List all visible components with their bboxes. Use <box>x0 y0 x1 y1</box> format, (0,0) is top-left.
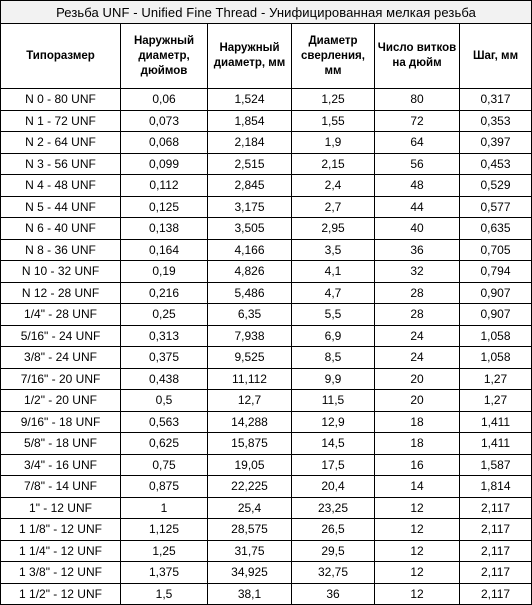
cell-pitch: 1,058 <box>460 347 532 369</box>
cell-outer-diameter-inch: 0,313 <box>121 325 208 347</box>
table-row <box>1 497 532 519</box>
cell-size: 3/8" - 24 UNF <box>1 347 121 369</box>
table-row <box>1 454 532 476</box>
cell-pitch: 0,577 <box>460 196 532 218</box>
table-body <box>1 89 532 605</box>
cell-pitch: 1,27 <box>460 390 532 412</box>
cell-outer-diameter-mm: 4,166 <box>208 239 292 261</box>
cell-pitch: 0,907 <box>460 304 532 326</box>
cell-size: 3/4" - 16 UNF <box>1 454 121 476</box>
cell-outer-diameter-inch: 1,375 <box>121 562 208 584</box>
cell-size: 9/16" - 18 UNF <box>1 411 121 433</box>
cell-pitch: 2,117 <box>460 583 532 605</box>
cell-drill-diameter: 5,5 <box>292 304 375 326</box>
table-row <box>1 519 532 541</box>
cell-outer-diameter-mm: 31,75 <box>208 540 292 562</box>
cell-drill-diameter: 11,5 <box>292 390 375 412</box>
cell-pitch: 0,317 <box>460 89 532 111</box>
header-outer-diameter-mm: Наружный диаметр, мм <box>208 24 292 89</box>
header-size: Типоразмер <box>1 24 121 89</box>
cell-size: N 1 - 72 UNF <box>1 110 121 132</box>
cell-outer-diameter-inch: 0,164 <box>121 239 208 261</box>
cell-drill-diameter: 26,5 <box>292 519 375 541</box>
cell-threads-per-inch: 18 <box>375 433 460 455</box>
cell-size: N 12 - 28 UNF <box>1 282 121 304</box>
cell-outer-diameter-mm: 1,854 <box>208 110 292 132</box>
table-row <box>1 218 532 240</box>
cell-drill-diameter: 36 <box>292 583 375 605</box>
cell-outer-diameter-mm: 3,175 <box>208 196 292 218</box>
cell-threads-per-inch: 16 <box>375 454 460 476</box>
table-row <box>1 368 532 390</box>
table-row <box>1 110 532 132</box>
cell-outer-diameter-mm: 15,875 <box>208 433 292 455</box>
cell-outer-diameter-inch: 0,563 <box>121 411 208 433</box>
cell-outer-diameter-inch: 0,068 <box>121 132 208 154</box>
cell-size: N 3 - 56 UNF <box>1 153 121 175</box>
cell-outer-diameter-mm: 25,4 <box>208 497 292 519</box>
header-threads-per-inch: Число витков на дюйм <box>375 24 460 89</box>
cell-size: N 10 - 32 UNF <box>1 261 121 283</box>
cell-size: N 6 - 40 UNF <box>1 218 121 240</box>
cell-outer-diameter-inch: 0,25 <box>121 304 208 326</box>
cell-drill-diameter: 2,4 <box>292 175 375 197</box>
cell-outer-diameter-inch: 0,75 <box>121 454 208 476</box>
cell-threads-per-inch: 12 <box>375 497 460 519</box>
cell-size: 5/8" - 18 UNF <box>1 433 121 455</box>
table-row <box>1 132 532 154</box>
cell-pitch: 2,117 <box>460 540 532 562</box>
cell-threads-per-inch: 20 <box>375 368 460 390</box>
cell-drill-diameter: 1,25 <box>292 89 375 111</box>
cell-drill-diameter: 4,1 <box>292 261 375 283</box>
cell-outer-diameter-mm: 19,05 <box>208 454 292 476</box>
cell-outer-diameter-mm: 2,184 <box>208 132 292 154</box>
cell-outer-diameter-mm: 11,112 <box>208 368 292 390</box>
cell-drill-diameter: 29,5 <box>292 540 375 562</box>
cell-pitch: 0,635 <box>460 218 532 240</box>
cell-outer-diameter-mm: 22,225 <box>208 476 292 498</box>
cell-size: N 4 - 48 UNF <box>1 175 121 197</box>
cell-threads-per-inch: 18 <box>375 411 460 433</box>
cell-drill-diameter: 12,9 <box>292 411 375 433</box>
cell-outer-diameter-inch: 1,5 <box>121 583 208 605</box>
cell-outer-diameter-inch: 0,625 <box>121 433 208 455</box>
cell-outer-diameter-mm: 2,515 <box>208 153 292 175</box>
cell-size: 5/16" - 24 UNF <box>1 325 121 347</box>
cell-outer-diameter-mm: 1,524 <box>208 89 292 111</box>
cell-threads-per-inch: 28 <box>375 304 460 326</box>
cell-outer-diameter-inch: 0,073 <box>121 110 208 132</box>
cell-outer-diameter-inch: 0,06 <box>121 89 208 111</box>
cell-pitch: 1,411 <box>460 411 532 433</box>
cell-drill-diameter: 4,7 <box>292 282 375 304</box>
cell-drill-diameter: 2,7 <box>292 196 375 218</box>
cell-threads-per-inch: 12 <box>375 519 460 541</box>
cell-pitch: 0,705 <box>460 239 532 261</box>
cell-drill-diameter: 1,55 <box>292 110 375 132</box>
cell-size: 1 3/8" - 12 UNF <box>1 562 121 584</box>
cell-pitch: 0,453 <box>460 153 532 175</box>
table-row <box>1 196 532 218</box>
cell-drill-diameter: 6,9 <box>292 325 375 347</box>
cell-pitch: 2,117 <box>460 562 532 584</box>
cell-pitch: 1,058 <box>460 325 532 347</box>
header-drill-diameter: Диаметр сверления, мм <box>292 24 375 89</box>
table-row <box>1 540 532 562</box>
cell-drill-diameter: 9,9 <box>292 368 375 390</box>
cell-threads-per-inch: 40 <box>375 218 460 240</box>
cell-outer-diameter-inch: 1 <box>121 497 208 519</box>
cell-size: 1 1/2" - 12 UNF <box>1 583 121 605</box>
cell-pitch: 0,397 <box>460 132 532 154</box>
cell-pitch: 0,353 <box>460 110 532 132</box>
cell-outer-diameter-mm: 12,7 <box>208 390 292 412</box>
cell-pitch: 1,814 <box>460 476 532 498</box>
cell-threads-per-inch: 12 <box>375 562 460 584</box>
table-row <box>1 153 532 175</box>
cell-outer-diameter-mm: 34,925 <box>208 562 292 584</box>
cell-drill-diameter: 20,4 <box>292 476 375 498</box>
cell-threads-per-inch: 12 <box>375 540 460 562</box>
cell-outer-diameter-inch: 0,216 <box>121 282 208 304</box>
cell-size: N 8 - 36 UNF <box>1 239 121 261</box>
cell-threads-per-inch: 24 <box>375 325 460 347</box>
cell-size: 1 1/8" - 12 UNF <box>1 519 121 541</box>
cell-size: 7/16" - 20 UNF <box>1 368 121 390</box>
cell-drill-diameter: 23,25 <box>292 497 375 519</box>
cell-outer-diameter-mm: 9,525 <box>208 347 292 369</box>
cell-outer-diameter-inch: 0,438 <box>121 368 208 390</box>
table-row <box>1 411 532 433</box>
header-pitch: Шаг, мм <box>460 24 532 89</box>
cell-drill-diameter: 3,5 <box>292 239 375 261</box>
header-outer-diameter-inch: Наружный диаметр, дюймов <box>121 24 208 89</box>
cell-threads-per-inch: 72 <box>375 110 460 132</box>
cell-pitch: 0,794 <box>460 261 532 283</box>
cell-drill-diameter: 1,9 <box>292 132 375 154</box>
cell-outer-diameter-mm: 2,845 <box>208 175 292 197</box>
cell-outer-diameter-mm: 28,575 <box>208 519 292 541</box>
cell-outer-diameter-mm: 4,826 <box>208 261 292 283</box>
table-row <box>1 390 532 412</box>
cell-outer-diameter-mm: 38,1 <box>208 583 292 605</box>
table-row <box>1 239 532 261</box>
cell-size: 1/2" - 20 UNF <box>1 390 121 412</box>
table-row <box>1 261 532 283</box>
table-row <box>1 583 532 605</box>
cell-outer-diameter-inch: 0,5 <box>121 390 208 412</box>
table-row <box>1 282 532 304</box>
cell-threads-per-inch: 80 <box>375 89 460 111</box>
cell-outer-diameter-mm: 14,288 <box>208 411 292 433</box>
table-row <box>1 325 532 347</box>
cell-size: N 2 - 64 UNF <box>1 132 121 154</box>
cell-outer-diameter-inch: 0,125 <box>121 196 208 218</box>
table-title: Резьба UNF - Unified Fine Thread - Унифицированная мелкая резьба <box>1 1 532 24</box>
cell-size: 1/4" - 28 UNF <box>1 304 121 326</box>
cell-threads-per-inch: 32 <box>375 261 460 283</box>
cell-pitch: 1,27 <box>460 368 532 390</box>
table-row <box>1 89 532 111</box>
cell-threads-per-inch: 28 <box>375 282 460 304</box>
cell-size: 7/8" - 14 UNF <box>1 476 121 498</box>
cell-drill-diameter: 32,75 <box>292 562 375 584</box>
table-row <box>1 433 532 455</box>
cell-pitch: 2,117 <box>460 497 532 519</box>
cell-outer-diameter-inch: 0,099 <box>121 153 208 175</box>
cell-pitch: 1,587 <box>460 454 532 476</box>
cell-size: N 5 - 44 UNF <box>1 196 121 218</box>
cell-outer-diameter-mm: 3,505 <box>208 218 292 240</box>
cell-threads-per-inch: 56 <box>375 153 460 175</box>
table-row <box>1 304 532 326</box>
cell-outer-diameter-mm: 5,486 <box>208 282 292 304</box>
cell-outer-diameter-inch: 0,112 <box>121 175 208 197</box>
cell-outer-diameter-mm: 6,35 <box>208 304 292 326</box>
table-title-row <box>1 1 532 24</box>
cell-pitch: 1,411 <box>460 433 532 455</box>
cell-threads-per-inch: 44 <box>375 196 460 218</box>
cell-drill-diameter: 17,5 <box>292 454 375 476</box>
cell-threads-per-inch: 24 <box>375 347 460 369</box>
cell-outer-diameter-inch: 1,125 <box>121 519 208 541</box>
cell-drill-diameter: 2,15 <box>292 153 375 175</box>
table-row <box>1 347 532 369</box>
cell-pitch: 0,907 <box>460 282 532 304</box>
cell-pitch: 2,117 <box>460 519 532 541</box>
cell-outer-diameter-inch: 0,375 <box>121 347 208 369</box>
cell-drill-diameter: 8,5 <box>292 347 375 369</box>
cell-threads-per-inch: 20 <box>375 390 460 412</box>
cell-threads-per-inch: 12 <box>375 583 460 605</box>
table-row <box>1 476 532 498</box>
cell-size: 1 1/4" - 12 UNF <box>1 540 121 562</box>
cell-drill-diameter: 2,95 <box>292 218 375 240</box>
cell-pitch: 0,529 <box>460 175 532 197</box>
cell-size: N 0 - 80 UNF <box>1 89 121 111</box>
cell-outer-diameter-inch: 1,25 <box>121 540 208 562</box>
cell-outer-diameter-inch: 0,19 <box>121 261 208 283</box>
cell-threads-per-inch: 48 <box>375 175 460 197</box>
cell-outer-diameter-inch: 0,138 <box>121 218 208 240</box>
cell-outer-diameter-inch: 0,875 <box>121 476 208 498</box>
table-header-row <box>1 24 532 89</box>
cell-threads-per-inch: 14 <box>375 476 460 498</box>
cell-threads-per-inch: 64 <box>375 132 460 154</box>
cell-drill-diameter: 14,5 <box>292 433 375 455</box>
cell-threads-per-inch: 36 <box>375 239 460 261</box>
table-row <box>1 175 532 197</box>
cell-size: 1" - 12 UNF <box>1 497 121 519</box>
cell-outer-diameter-mm: 7,938 <box>208 325 292 347</box>
table-row <box>1 562 532 584</box>
